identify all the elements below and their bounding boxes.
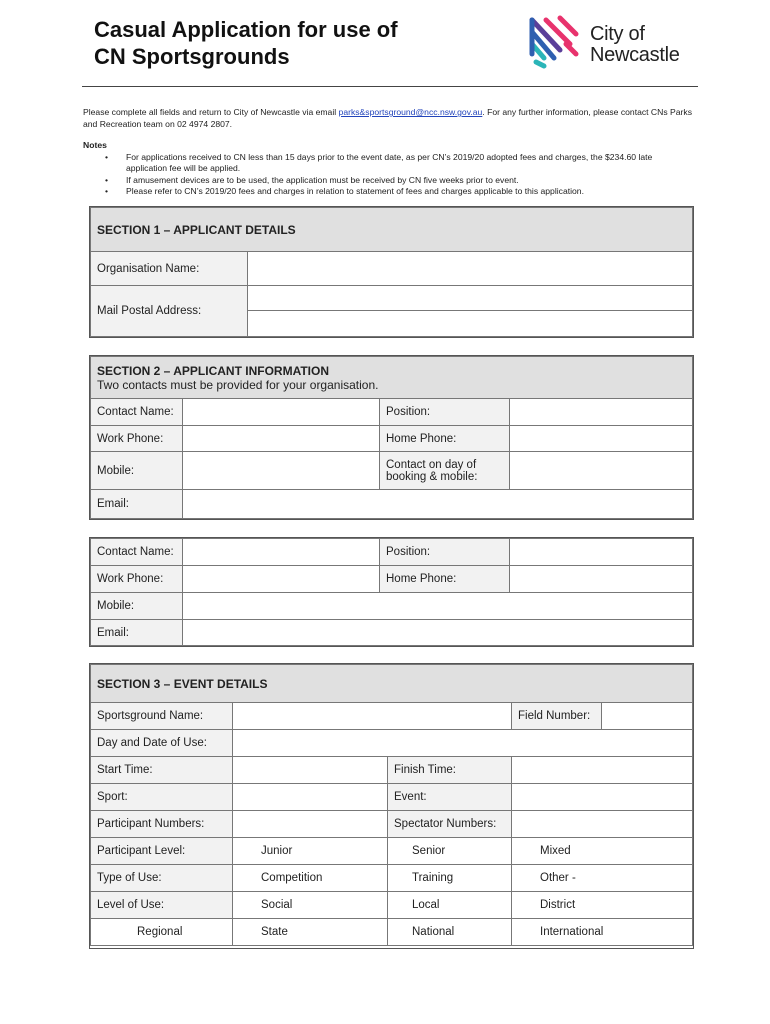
spectator-numbers-field[interactable] — [512, 811, 693, 838]
contact-name-label: Contact Name: — [91, 399, 183, 426]
work-phone-field[interactable] — [183, 426, 380, 452]
section-1-heading: SECTION 1 – APPLICANT DETAILS — [91, 208, 693, 252]
notes-block — [83, 140, 695, 198]
logo-wordmark — [590, 24, 680, 66]
sport-label: Sport: — [91, 784, 233, 811]
intro-text-before: Please complete all fields and return to City of Newcastle via email — [83, 107, 339, 117]
section-2-heading — [91, 357, 693, 399]
option-local[interactable]: Local — [388, 892, 512, 919]
document-title — [94, 16, 398, 70]
section-2-second-contact — [89, 537, 694, 647]
option-senior[interactable]: Senior — [388, 838, 512, 865]
participant-numbers-field[interactable] — [233, 811, 388, 838]
contact-email-link[interactable]: parks&sportsground@ncc.nsw.gov.au — [338, 107, 483, 117]
position-field[interactable] — [510, 539, 693, 566]
option-training[interactable]: Training — [388, 865, 512, 892]
position-label: Position: — [380, 539, 510, 566]
position-field[interactable] — [510, 399, 693, 426]
section-1-applicant-details — [89, 206, 694, 338]
mail-address-field-line-1[interactable] — [248, 286, 693, 311]
section-2-title: SECTION 2 – APPLICANT INFORMATION — [97, 363, 330, 378]
org-name-field[interactable] — [248, 252, 693, 286]
contact-day-field[interactable] — [510, 452, 693, 490]
option-mixed[interactable]: Mixed — [512, 838, 693, 865]
header-divider — [82, 86, 698, 87]
title-line-2: CN Sportsgrounds — [94, 44, 290, 69]
section-2-subtitle: Two contacts must be provided for your organisation. — [97, 377, 379, 392]
sportsground-name-label: Sportsground Name: — [91, 703, 233, 730]
start-time-label: Start Time: — [91, 757, 233, 784]
participant-level-label: Participant Level: — [91, 838, 233, 865]
mail-address-field-line-2[interactable] — [248, 311, 693, 337]
event-label: Event: — [388, 784, 512, 811]
org-name-label: Organisation Name: — [91, 252, 248, 286]
email-label: Email: — [91, 490, 183, 519]
notes-item: • For applications received to CN less than 15 days prior to the event date, as per CN’s 2019/20 adopted fees and charges, the $234.60 late application fee will be applied. — [83, 152, 695, 175]
section-3-heading: SECTION 3 – EVENT DETAILS — [91, 665, 693, 703]
option-other[interactable]: Other - — [512, 865, 693, 892]
notes-item: • Please refer to CN’s 2019/20 fees and charges in relation to statement of fees and charges applicable to this application. — [83, 186, 695, 198]
participant-numbers-label: Participant Numbers: — [91, 811, 233, 838]
option-state[interactable]: State — [233, 919, 388, 946]
notes-list — [83, 152, 695, 198]
work-phone-field[interactable] — [183, 566, 380, 593]
notes-heading: Notes — [83, 140, 107, 150]
field-number-label: Field Number: — [512, 703, 602, 730]
day-date-label: Day and Date of Use: — [91, 730, 233, 757]
mobile-label: Mobile: — [91, 593, 183, 620]
sport-field[interactable] — [233, 784, 388, 811]
sportsground-name-field[interactable] — [233, 703, 512, 730]
option-regional[interactable]: Regional — [91, 919, 233, 946]
finish-time-field[interactable] — [512, 757, 693, 784]
logo-line-2: Newcastle — [590, 44, 680, 66]
intro-text-after: . For any further information, please contact CNs Parks and Recreation team on 02 4974 2807. — [83, 107, 692, 129]
option-social[interactable]: Social — [233, 892, 388, 919]
title-line-1: Casual Application for use of — [94, 17, 398, 42]
type-of-use-label: Type of Use: — [91, 865, 233, 892]
day-date-field[interactable] — [233, 730, 693, 757]
start-time-field[interactable] — [233, 757, 388, 784]
home-phone-label: Home Phone: — [380, 566, 510, 593]
mail-address-label: Mail Postal Address: — [91, 286, 248, 337]
contact-day-label: Contact on day of booking & mobile: — [380, 452, 510, 490]
option-international[interactable]: International — [512, 919, 693, 946]
level-of-use-label: Level of Use: — [91, 892, 233, 919]
option-competition[interactable]: Competition — [233, 865, 388, 892]
contact-name-field[interactable] — [183, 399, 380, 426]
mobile-field[interactable] — [183, 452, 380, 490]
section-3-event-details — [89, 663, 694, 949]
finish-time-label: Finish Time: — [388, 757, 512, 784]
contact-name-label: Contact Name: — [91, 539, 183, 566]
mobile-field[interactable] — [183, 593, 693, 620]
option-junior[interactable]: Junior — [233, 838, 388, 865]
event-field[interactable] — [512, 784, 693, 811]
option-district[interactable]: District — [512, 892, 693, 919]
mobile-label: Mobile: — [91, 452, 183, 490]
home-phone-field[interactable] — [510, 566, 693, 593]
option-national[interactable]: National — [388, 919, 512, 946]
section-2-applicant-information — [89, 355, 694, 520]
work-phone-label: Work Phone: — [91, 566, 183, 593]
notes-item: • If amusement devices are to be used, the application must be received by CN five weeks prior to event. — [83, 175, 695, 187]
logo-line-1: City of — [590, 23, 645, 45]
email-field[interactable] — [183, 490, 693, 519]
contact-name-field[interactable] — [183, 539, 380, 566]
spectator-numbers-label: Spectator Numbers: — [388, 811, 512, 838]
position-label: Position: — [380, 399, 510, 426]
home-phone-label: Home Phone: — [380, 426, 510, 452]
work-phone-label: Work Phone: — [91, 426, 183, 452]
field-number-field[interactable] — [602, 703, 693, 730]
email-label: Email: — [91, 620, 183, 646]
intro-paragraph — [83, 106, 695, 130]
home-phone-field[interactable] — [510, 426, 693, 452]
email-field[interactable] — [183, 620, 693, 646]
